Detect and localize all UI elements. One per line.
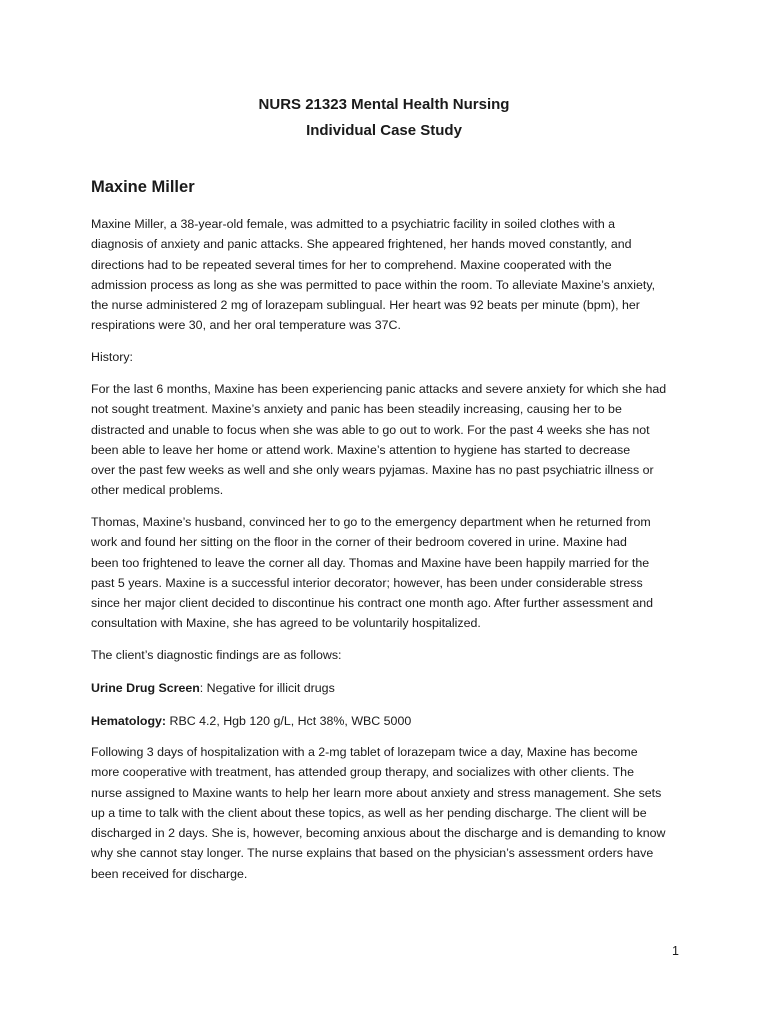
- text-line: the nurse administered 2 mg of lorazepam sublingual. Her heart was 92 beats per minute (bpm), her: [91, 298, 640, 313]
- history-label: [91, 347, 691, 367]
- text-line: more cooperative with treatment, has attended group therapy, and socializes with other clients. The: [91, 765, 634, 780]
- urine-value: : Negative for illicit drugs: [199, 681, 335, 695]
- text-line: past 5 years. Maxine is a successful interior decorator; however, has been under considerable stress: [91, 575, 643, 590]
- text-line: For the last 6 months, Maxine has been experiencing panic attacks and severe anxiety for which she had: [91, 382, 667, 396]
- paragraph-husband: [91, 512, 691, 634]
- text-line: [91, 678, 691, 698]
- text-line: The client’s diagnostic findings are as follows:: [91, 648, 342, 662]
- paragraph-admission: [91, 214, 691, 336]
- text-line: respirations were 30, and her oral temperature was 37C.: [91, 318, 401, 333]
- text-line: [91, 711, 691, 731]
- paragraph-history: [91, 379, 691, 501]
- text-line: since her major client decided to discontinue his contract one month ago. After further assessment and: [91, 596, 654, 611]
- hematology-value: RBC 4.2, Hgb 120 g/L, Hct 38%, WBC 5000: [166, 714, 412, 728]
- urine-label: Urine Drug Screen: [91, 681, 200, 695]
- text-line: been received for discharge.: [91, 866, 248, 881]
- text-line: work and found her sitting on the floor in the corner of their bedroom covered in urine. Maxine had: [91, 535, 627, 550]
- text-line: nurse assigned to Maxine wants to help her learn more about anxiety and stress management. She sets: [91, 785, 662, 800]
- findings-intro: [91, 645, 691, 665]
- text-line: why she cannot stay longer. The nurse explains that based on the physician’s assessment orders have: [91, 846, 654, 861]
- text-line: been able to leave her home or attend work. Maxine’s attention to hygiene has started to decrease: [91, 442, 631, 457]
- text-line: consultation with Maxine, she has agreed to be voluntarily hospitalized.: [91, 616, 481, 631]
- text-line: Thomas, Maxine’s husband, convinced her to go to the emergency department when he returned from: [91, 515, 651, 529]
- text-line: distracted and unable to focus when she was able to go out to work. For the past 4 weeks she has not: [91, 422, 650, 437]
- text-line: directions had to be repeated several times for her to comprehend. Maxine cooperated with the: [91, 257, 612, 272]
- text-line: admission process as long as she was permitted to pace within the room. To alleviate Maxine’s anxiety,: [91, 277, 656, 292]
- hematology-label: Hematology:: [91, 714, 167, 728]
- text-line: discharged in 2 days. She is, however, becoming anxious about the discharge and is demanding to know: [91, 826, 666, 841]
- text-line: Maxine Miller, a 38-year-old female, was admitted to a psychiatric facility in soiled clothes with a: [91, 217, 616, 231]
- text-line: diagnosis of anxiety and panic attacks. She appeared frightened, her hands moved constantly, and: [91, 237, 632, 252]
- text-line: up a time to talk with the client about these topics, as well as her pending discharge. The client will be: [91, 805, 647, 820]
- text-line: History:: [91, 350, 133, 364]
- text-line: over the past few weeks as well and she only wears pyjamas. Maxine has no past psychiatric illness or: [91, 463, 654, 478]
- paragraph-followup: [91, 742, 691, 884]
- hematology: [91, 711, 691, 731]
- urine-drug-screen: [91, 678, 691, 698]
- text-line: not sought treatment. Maxine’s anxiety and panic has been steadily increasing, causing her to be: [91, 402, 622, 417]
- document-title-line2: Individual Case Study: [306, 122, 462, 139]
- case-heading: Maxine Miller: [91, 178, 195, 196]
- text-line: Following 3 days of hospitalization with a 2-mg tablet of lorazepam twice a day, Maxine has become: [91, 745, 638, 759]
- text-line: been too frightened to leave the corner all day. Thomas and Maxine have been happily married for the: [91, 555, 650, 570]
- document-title-line1: NURS 21323 Mental Health Nursing: [258, 96, 510, 113]
- page-number: 1: [672, 944, 679, 958]
- text-line: other medical problems.: [91, 483, 224, 498]
